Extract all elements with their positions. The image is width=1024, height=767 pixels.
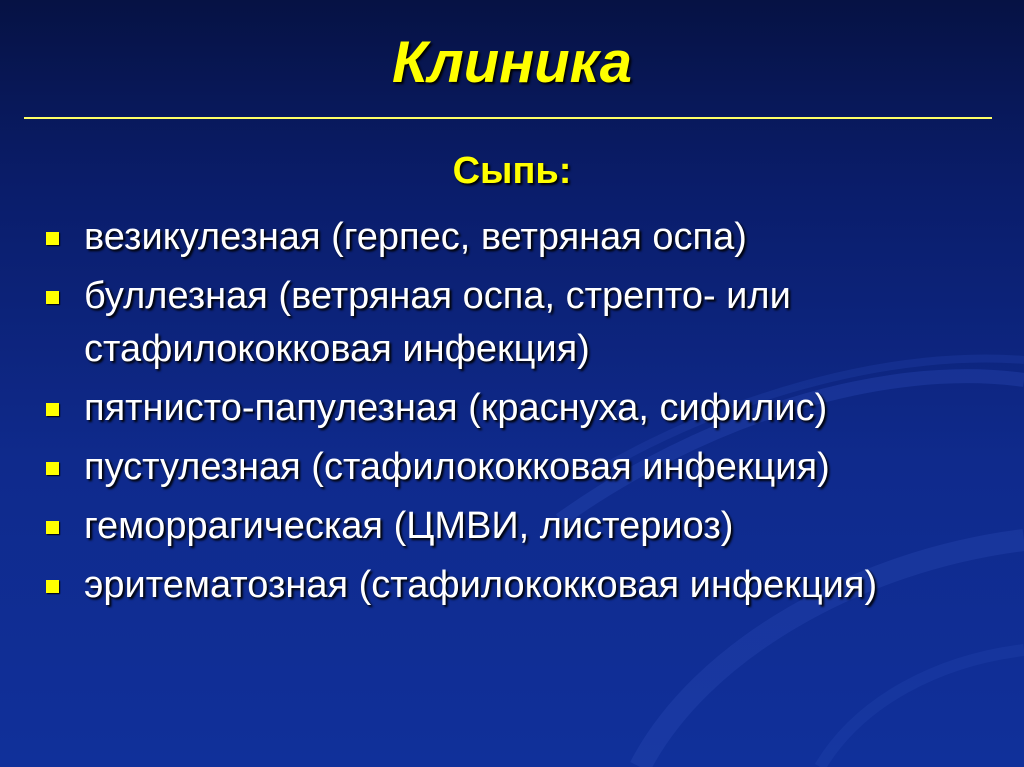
list-item-text: пустулезная (стафилококковая инфекция): [84, 446, 830, 488]
list-item: [44, 559, 1004, 612]
list-item: [44, 441, 1004, 494]
list-item: [44, 211, 1004, 264]
square-bullet-icon: [46, 462, 59, 475]
square-bullet-icon: [46, 403, 59, 416]
slide-title: Клиника: [392, 30, 632, 95]
list-item-text: геморрагическая (ЦМВИ, листериоз): [84, 505, 734, 547]
list-item-text: буллезная (ветряная оспа, стрепто- или стафилококковая инфекция): [84, 275, 791, 370]
list-item: [44, 500, 1004, 553]
list-item: [44, 382, 1004, 435]
square-bullet-icon: [46, 291, 59, 304]
title-divider: [24, 117, 992, 119]
square-bullet-icon: [46, 521, 59, 534]
list-item-text: пятнисто-папулезная (краснуха, сифилис): [84, 387, 828, 429]
square-bullet-icon: [46, 232, 59, 245]
list-item: [44, 270, 1004, 376]
list-item-text: везикулезная (герпес, ветряная оспа): [84, 216, 747, 258]
slide-subtitle: Сыпь:: [452, 150, 572, 192]
rash-types-list: [44, 211, 1004, 618]
list-item-text: эритематозная (стафилококковая инфекция): [84, 564, 878, 606]
square-bullet-icon: [46, 580, 59, 593]
